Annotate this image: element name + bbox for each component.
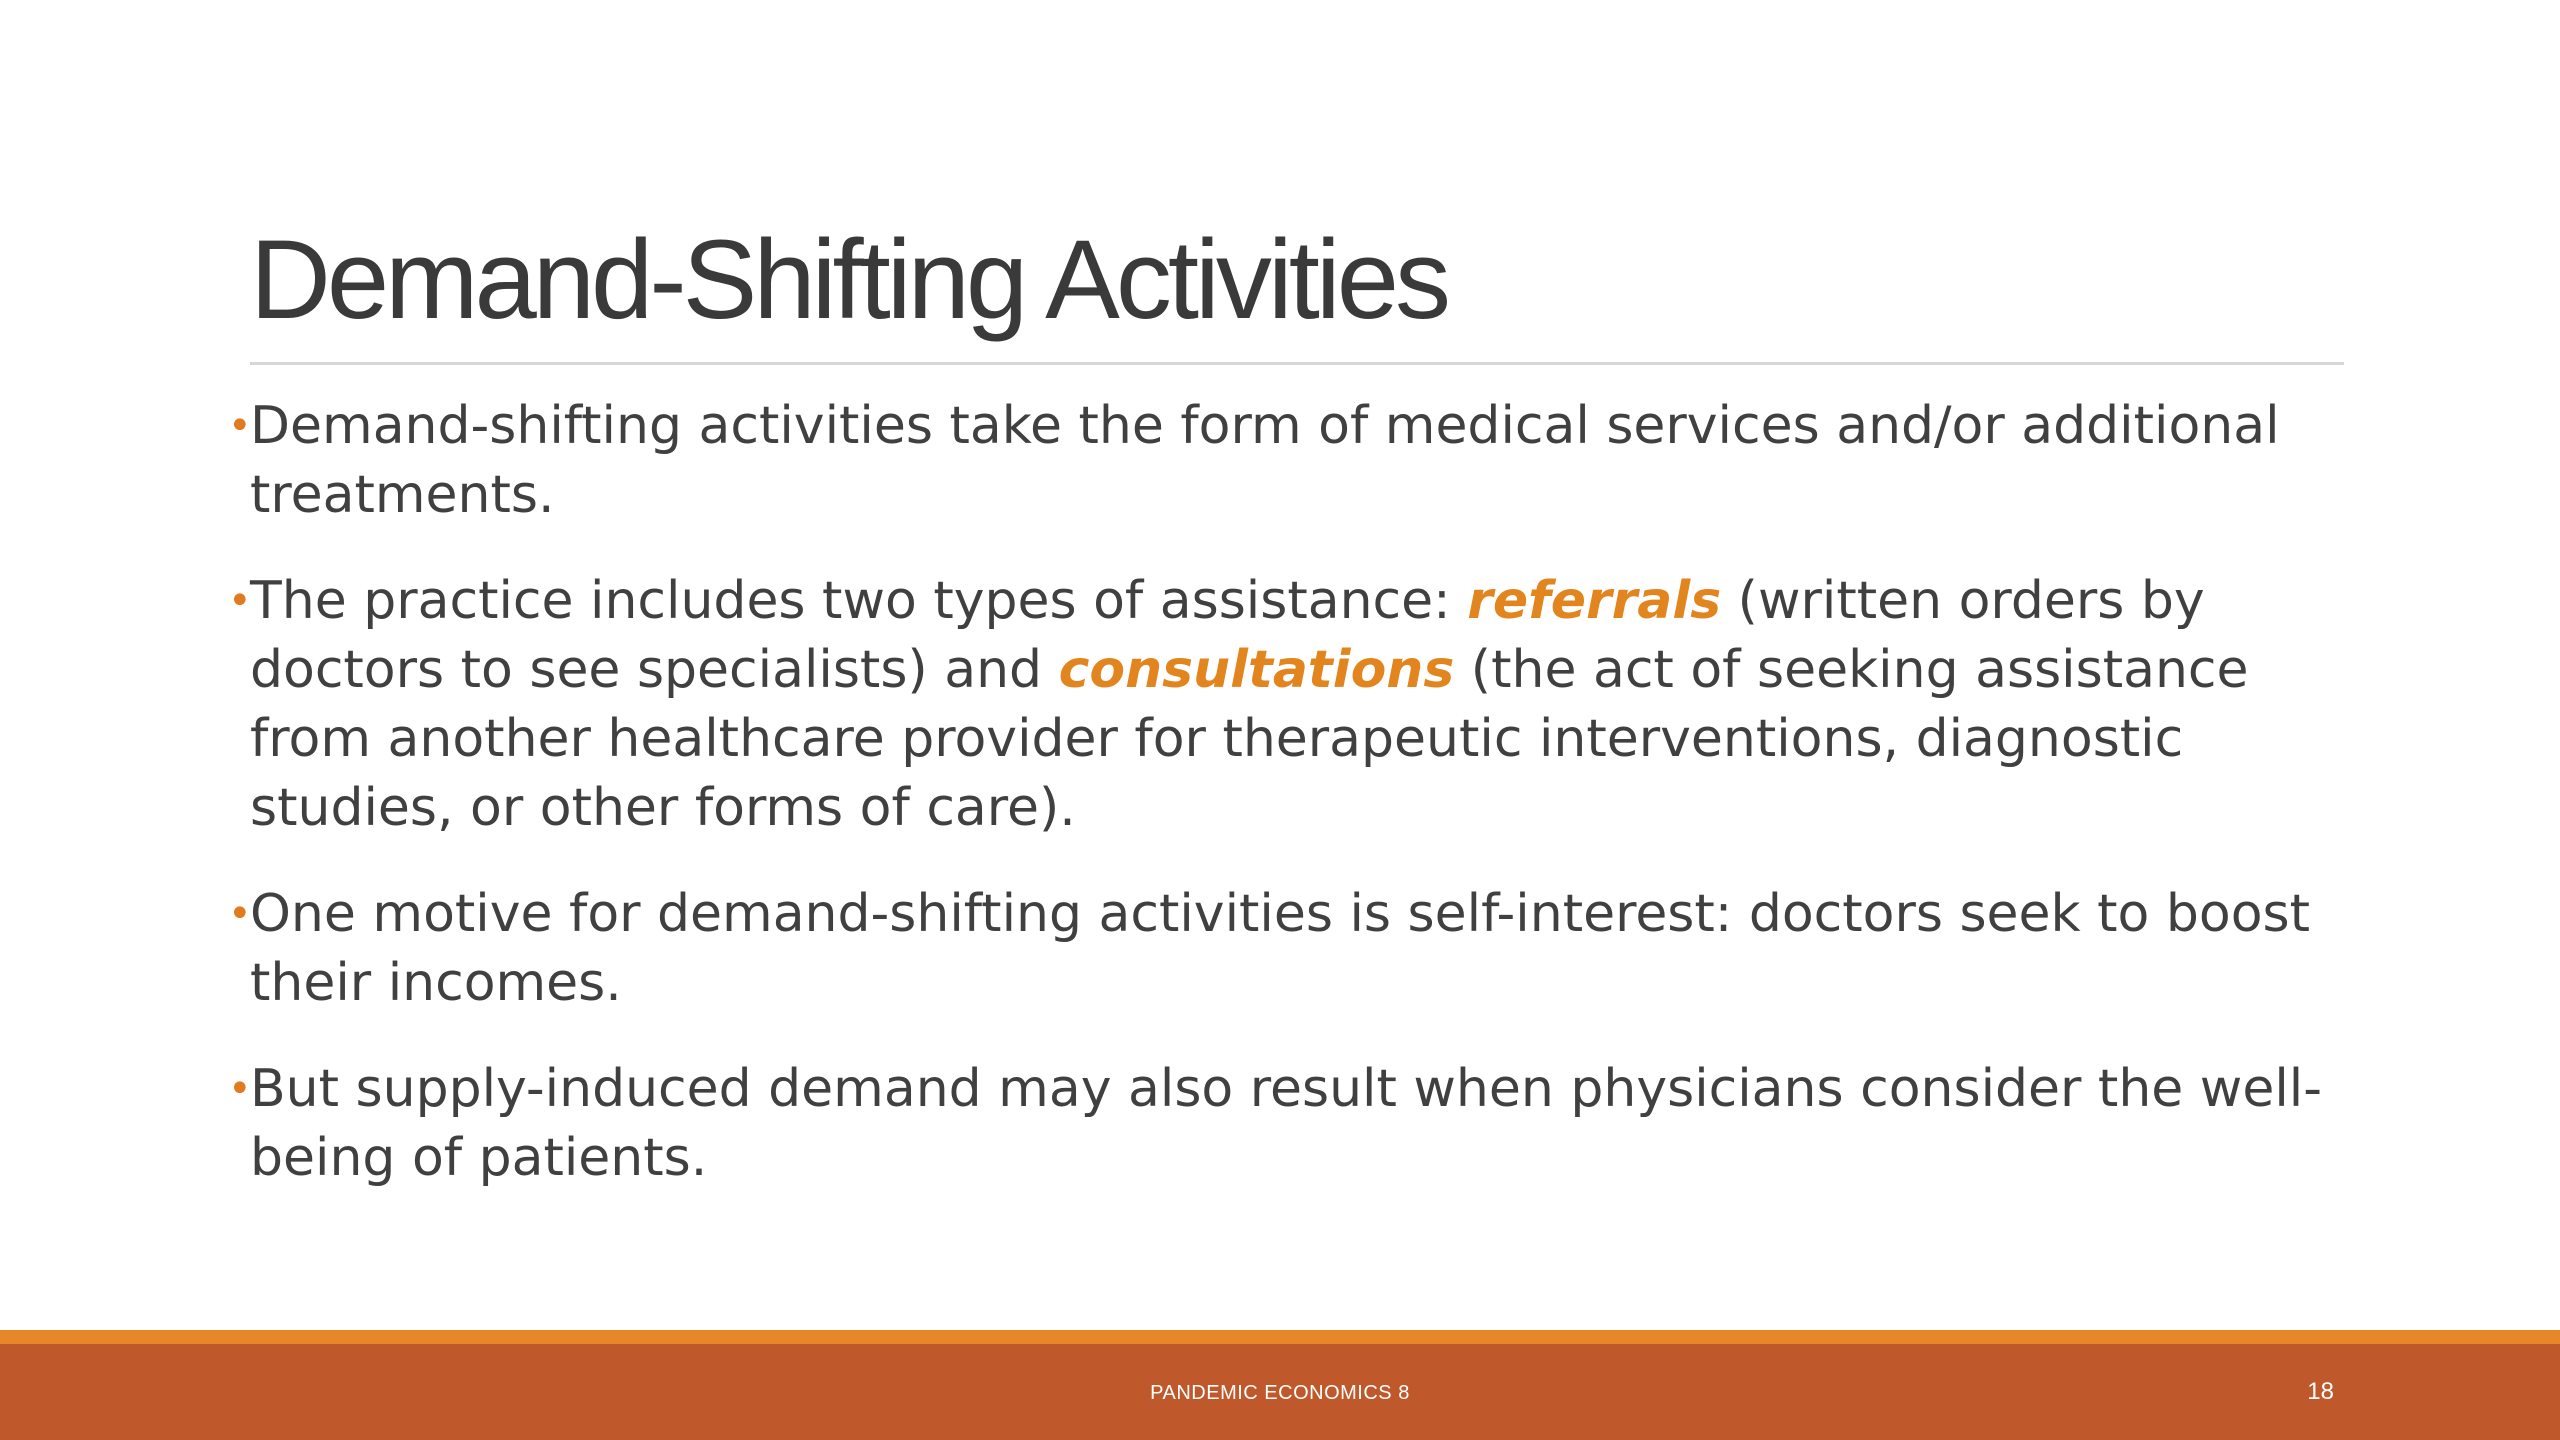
footer-bar <box>0 1344 2560 1440</box>
bullet-item <box>228 1055 2350 1193</box>
footer-label: PANDEMIC ECONOMICS 8 <box>1150 1382 1410 1404</box>
bullet-marker: • <box>228 578 252 624</box>
footer-accent-stripe <box>0 1330 2560 1344</box>
bullet-text: One motive for demand-shifting activities is self-interest: doctors seek to boost their incomes. <box>250 884 2311 1013</box>
bullet-marker: • <box>228 403 252 449</box>
bullet-text: The practice includes two types of assistance: <box>250 571 1468 631</box>
bullet-text: Demand-shifting activities take the form of medical services and/or additional treatments. <box>250 396 2280 525</box>
bullet-marker: • <box>228 1066 252 1112</box>
slide-number: 18 <box>2307 1378 2334 1405</box>
term-referrals: referrals <box>1467 571 1722 631</box>
bullet-item <box>228 880 2350 1018</box>
title-divider <box>250 362 2344 365</box>
bullet-marker: • <box>228 891 252 937</box>
term-consultations: consultations <box>1058 640 1455 700</box>
bullet-list <box>228 392 2350 1230</box>
bullet-item <box>228 567 2350 843</box>
bullet-text: (written orders by doctors to see specialists) and <box>250 571 2205 700</box>
bullet-text: (the act of seeking assistance from another healthcare provider for therapeutic interventions, diagnostic studies, or other forms of care). <box>250 640 2249 838</box>
slide-title: Demand-Shifting Activities <box>250 217 1448 342</box>
bullet-item <box>228 392 2350 530</box>
bullet-text: But supply-induced demand may also result when physicians consider the well-being of patients. <box>250 1059 2322 1188</box>
